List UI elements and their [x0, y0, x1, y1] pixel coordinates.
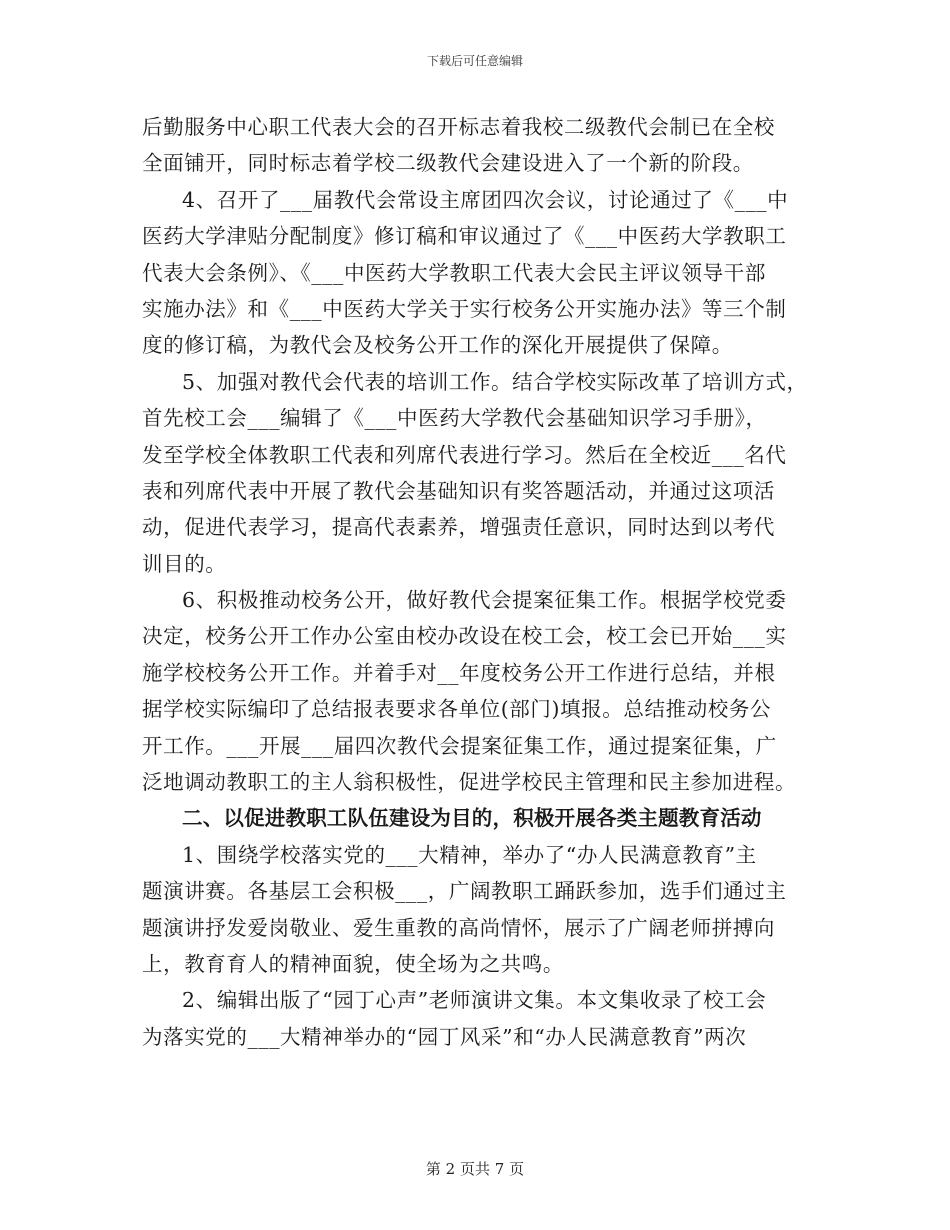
text-line: 医药大学津贴分配制度》修订稿和审议通过了《___中医药大学教职工 [142, 224, 787, 249]
text-line: 5、加强对教代会代表的培训工作。结合学校实际改革了培训方式， [182, 369, 808, 394]
text-line: 全面铺开，同时标志着学校二级教代会建设进入了一个新的阶段。 [142, 151, 754, 176]
text-line: 上，教育育人的精神面貌，使全场为之共鸣。 [142, 951, 564, 976]
text-line: 题演讲抒发爱岗敬业、爱生重教的高尚情怀，展示了广阔老师拼搏向 [142, 915, 775, 940]
text-line: 训目的。 [142, 551, 227, 576]
text-line: 首先校工会___编辑了《___中医药大学教代会基础知识学习手册》， [142, 406, 767, 431]
text-line: 度的修订稿，为教代会及校务公开工作的深化开展提供了保障。 [142, 333, 733, 358]
text-line: 决定，校务公开工作办公室由校办改设在校工会，校工会已开始___实 [142, 624, 787, 649]
text-line: 题演讲赛。各基层工会积极___，广阔教职工踊跃参加，选手们通过主 [142, 879, 787, 904]
text-line: 代表大会条例》、《___中医药大学教职工代表大会民主评议领导干部 [142, 260, 766, 285]
text-line: 泛地调动教职工的主人翁积极性，促进学校民主管理和民主参加进程。 [142, 770, 797, 795]
text-line: 为落实党的___大精神举办的“园丁风采”和“办人民满意教育”两次 [142, 1024, 747, 1049]
text-line: 据学校实际编印了总结报表要求各单位(部门)填报。总结推动校务公 [142, 697, 772, 722]
text-line: 2、编辑出版了“园丁心声”老师演讲文集。本文集收录了校工会 [182, 988, 767, 1013]
text-line: 4、召开了___届教代会常设主席团四次会议，讨论通过了《___中 [182, 187, 789, 212]
text-line: 1、围绕学校落实党的___大精神，举办了“办人民满意教育”主 [182, 842, 757, 867]
page-footer: 第 2 页共 7 页 [425, 1160, 525, 1178]
text-line: 开工作。___开展___届四次教代会提案征集工作，通过提案征集，广 [142, 733, 777, 758]
document-body [142, 109, 816, 1055]
text-line: 后勤服务中心职工代表大会的召开标志着我校二级教代会制已在全校 [142, 115, 775, 139]
page-header: 下载后可任意编辑 [426, 54, 523, 68]
text-line: 6、积极推动校务公开，做好教代会提案征集工作。根据学校党委 [182, 588, 787, 613]
text-line: 动，促进代表学习，提高代表素养，增强责任意识，同时达到以考代 [142, 515, 775, 540]
text-line: 表和列席代表中开展了教代会基础知识有奖答题活动，并通过这项活 [142, 478, 775, 503]
text-line: 实施办法》和《___中医药大学关于实行校务公开实施办法》等三个制 [142, 296, 787, 321]
text-line: 施学校校务公开工作。并着手对__年度校务公开工作进行总结，并根 [142, 660, 776, 685]
section-heading: 二、以促进教职工队伍建设为目的，积极开展各类主题教育活动 [182, 806, 762, 831]
text-line: 发至学校全体教职工代表和列席代表进行学习。然后在全校近___名代 [142, 442, 787, 467]
